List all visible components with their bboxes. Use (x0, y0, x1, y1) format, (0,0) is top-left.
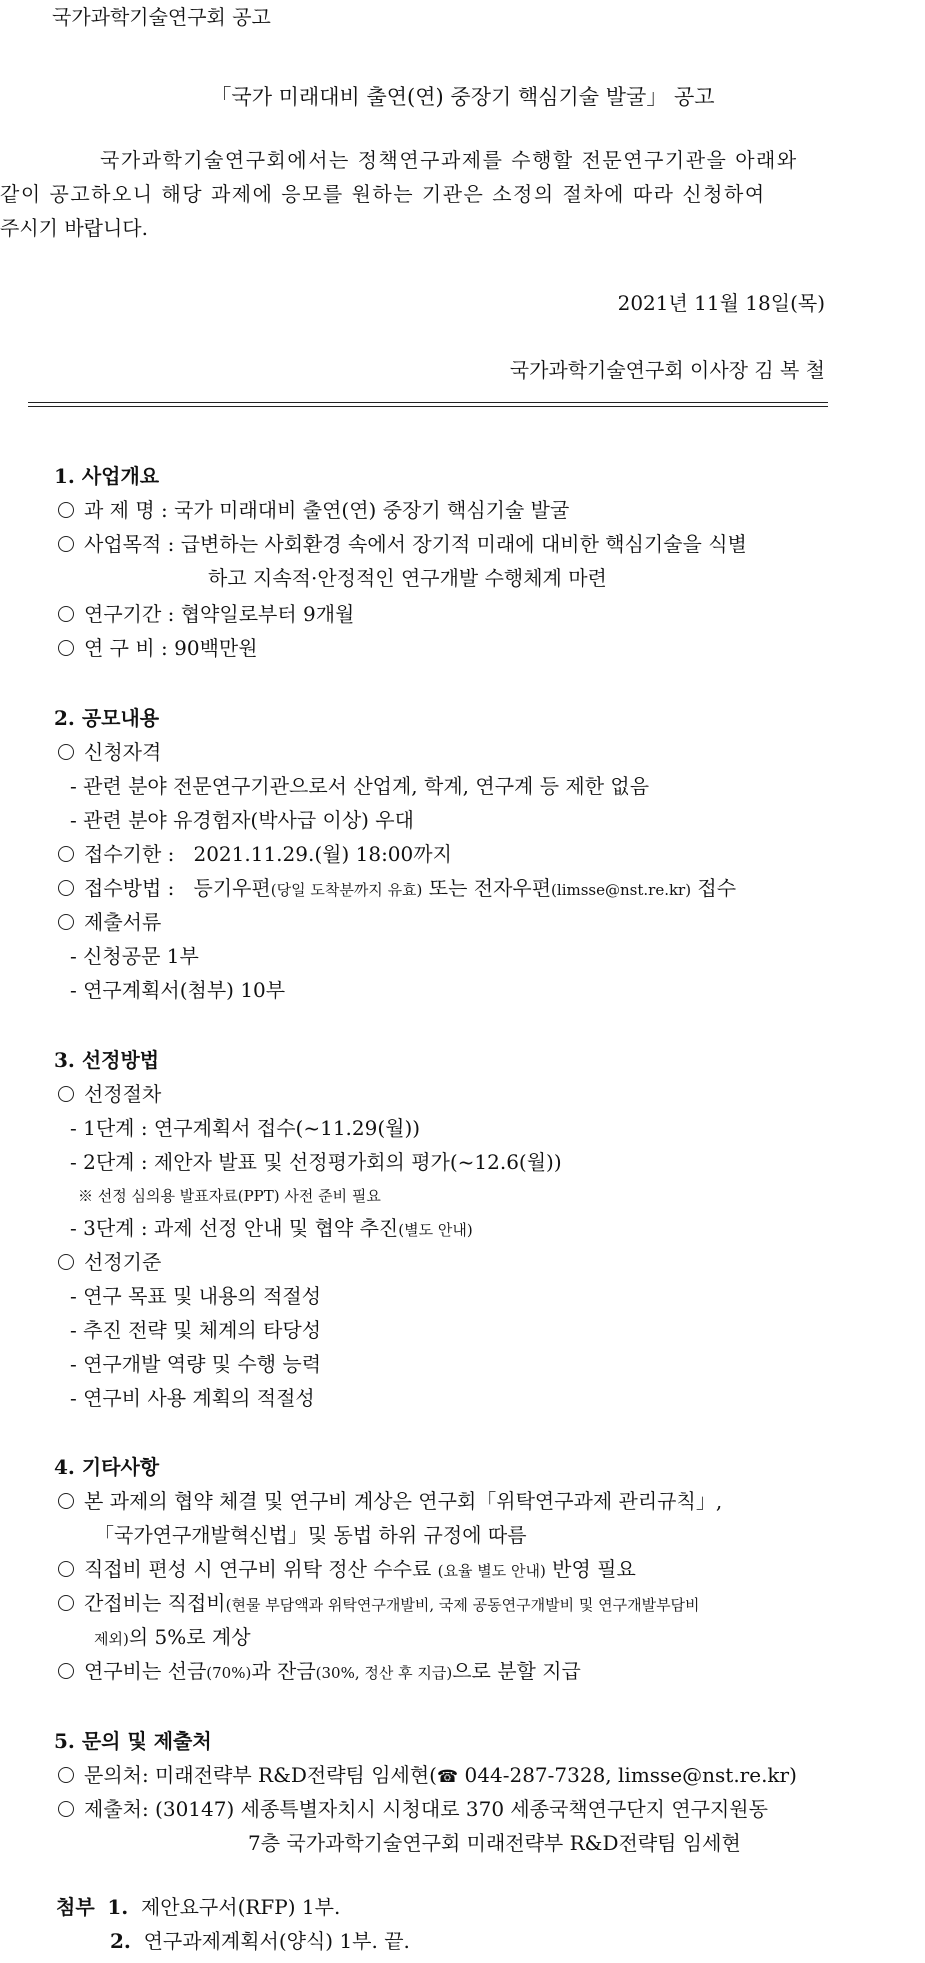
intro-line-2: 같이 공고하오니 해당 과제에 응모를 원하는 기관은 소정의 절차에 따라 신청하여 (0, 182, 766, 206)
submit-address: 제출처: (30147) 세종특별자치시 시청대로 370 세종국책연구단지 연구지원동 (58, 1796, 768, 1822)
circle-bullet-icon (58, 1663, 74, 1679)
criteria-item-1: - 연구 목표 및 내용의 적절성 (70, 1284, 322, 1308)
org-notice: 국가과학기술연구회 공고 (52, 5, 271, 29)
circle-bullet-icon (58, 846, 74, 862)
circle-bullet-icon (58, 1801, 74, 1817)
intro-line-1: 국가과학기술연구회에서는 정책연구과제를 수행할 전문연구기관을 아래와 (100, 148, 798, 172)
documents: 제출서류 (58, 909, 161, 935)
section2-heading: 2. 공모내용 (54, 706, 160, 730)
contact: 문의처: 미래전략부 R&D전략팀 임세현(☎ 044-287-7328, limsse@nst.re.kr) (58, 1762, 797, 1790)
qualification: 신청자격 (58, 739, 161, 765)
circle-bullet-icon (58, 1493, 74, 1509)
section3-heading: 3. 선정방법 (54, 1048, 160, 1072)
submission-method: 접수방법 : 등기우편(당일 도착분까지 유효) 또는 전자우편(limsse@nst.re.kr) 접수 (58, 875, 736, 903)
other-item-4: 연구비는 선금(70%)과 잔금(30%, 정산 후 지급)으로 분할 지급 (58, 1658, 581, 1686)
procedure: 선정절차 (58, 1081, 161, 1107)
other-item-1-cont: 「국가연구개발혁신법」및 동법 하위 규정에 따름 (94, 1523, 527, 1547)
step-2: - 2단계 : 제안자 발표 및 선정평가회의 평가(~12.6(월)) (70, 1150, 562, 1174)
circle-bullet-icon (58, 502, 74, 518)
item-purpose-cont: 하고 지속적·안정적인 연구개발 수행체계 마련 (208, 566, 607, 590)
circle-bullet-icon (58, 1561, 74, 1577)
qual-item-1: - 관련 분야 전문연구기관으로서 산업계, 학계, 연구계 등 제한 없음 (70, 774, 650, 798)
section5-heading: 5. 문의 및 제출처 (54, 1729, 212, 1753)
circle-bullet-icon (58, 1767, 74, 1783)
attachment-2: 2. 연구과제계획서(양식) 1부. 끝. (110, 1929, 410, 1953)
item-purpose: 사업목적 : 급변하는 사회환경 속에서 장기적 미래에 대비한 핵심기술을 식별 (58, 531, 747, 557)
criteria: 선정기준 (58, 1249, 161, 1275)
double-divider (28, 402, 828, 407)
other-item-3-cont: 제외)의 5%로 계상 (94, 1625, 251, 1649)
section4-heading: 4. 기타사항 (54, 1455, 160, 1479)
notice-title: 「국가 미래대비 출연(연) 중장기 핵심기술 발굴」 공고 (210, 85, 715, 109)
notice-date: 2021년 11월 18일(목) (617, 291, 825, 315)
circle-bullet-icon (58, 640, 74, 656)
criteria-item-2: - 추진 전략 및 체계의 타당성 (70, 1318, 322, 1342)
circle-bullet-icon (58, 744, 74, 760)
item-title: 과 제 명 : 국가 미래대비 출연(연) 중장기 핵심기술 발굴 (58, 497, 569, 523)
circle-bullet-icon (58, 1254, 74, 1270)
doc-item-1: - 신청공문 1부 (70, 944, 199, 968)
other-item-3: 간접비는 직접비(현물 부담액과 위탁연구개발비, 국제 공동연구개발비 및 연구개발부담비 (58, 1590, 700, 1618)
item-budget: 연 구 비 : 90백만원 (58, 635, 258, 661)
phone-icon: ☎ (437, 1767, 459, 1787)
item-period: 연구기간 : 협약일로부터 9개월 (58, 601, 354, 627)
circle-bullet-icon (58, 1086, 74, 1102)
step-note: ※ 선정 심의용 발표자료(PPT) 사전 준비 필요 (78, 1187, 381, 1205)
circle-bullet-icon (58, 606, 74, 622)
submit-address-cont: 7층 국가과학기술연구회 미래전략부 R&D전략팀 임세현 (248, 1831, 741, 1855)
section1-heading: 1. 사업개요 (54, 464, 160, 488)
criteria-item-4: - 연구비 사용 계획의 적절성 (70, 1386, 315, 1410)
circle-bullet-icon (58, 1595, 74, 1611)
other-item-1: 본 과제의 협약 체결 및 연구비 계상은 연구회「위탁연구과제 관리규칙」, (58, 1488, 722, 1514)
circle-bullet-icon (58, 880, 74, 896)
other-item-2: 직접비 편성 시 연구비 위탁 정산 수수료 (요율 별도 안내) 반영 필요 (58, 1556, 636, 1584)
criteria-item-3: - 연구개발 역량 및 수행 능력 (70, 1352, 322, 1376)
signature: 국가과학기술연구회 이사장 김 복 철 (509, 358, 825, 382)
doc-item-2: - 연구계획서(첨부) 10부 (70, 978, 286, 1002)
intro-line-3: 주시기 바랍니다. (0, 216, 148, 240)
step-1: - 1단계 : 연구계획서 접수(~11.29(월)) (70, 1116, 421, 1140)
step-3: - 3단계 : 과제 선정 안내 및 협약 추진(별도 안내) (70, 1216, 473, 1240)
qual-item-2: - 관련 분야 유경험자(박사급 이상) 우대 (70, 808, 414, 832)
circle-bullet-icon (58, 914, 74, 930)
attachment-1: 첨부 1. 제안요구서(RFP) 1부. (56, 1895, 341, 1919)
circle-bullet-icon (58, 536, 74, 552)
deadline: 접수기한 : 2021.11.29.(월) 18:00까지 (58, 841, 452, 867)
